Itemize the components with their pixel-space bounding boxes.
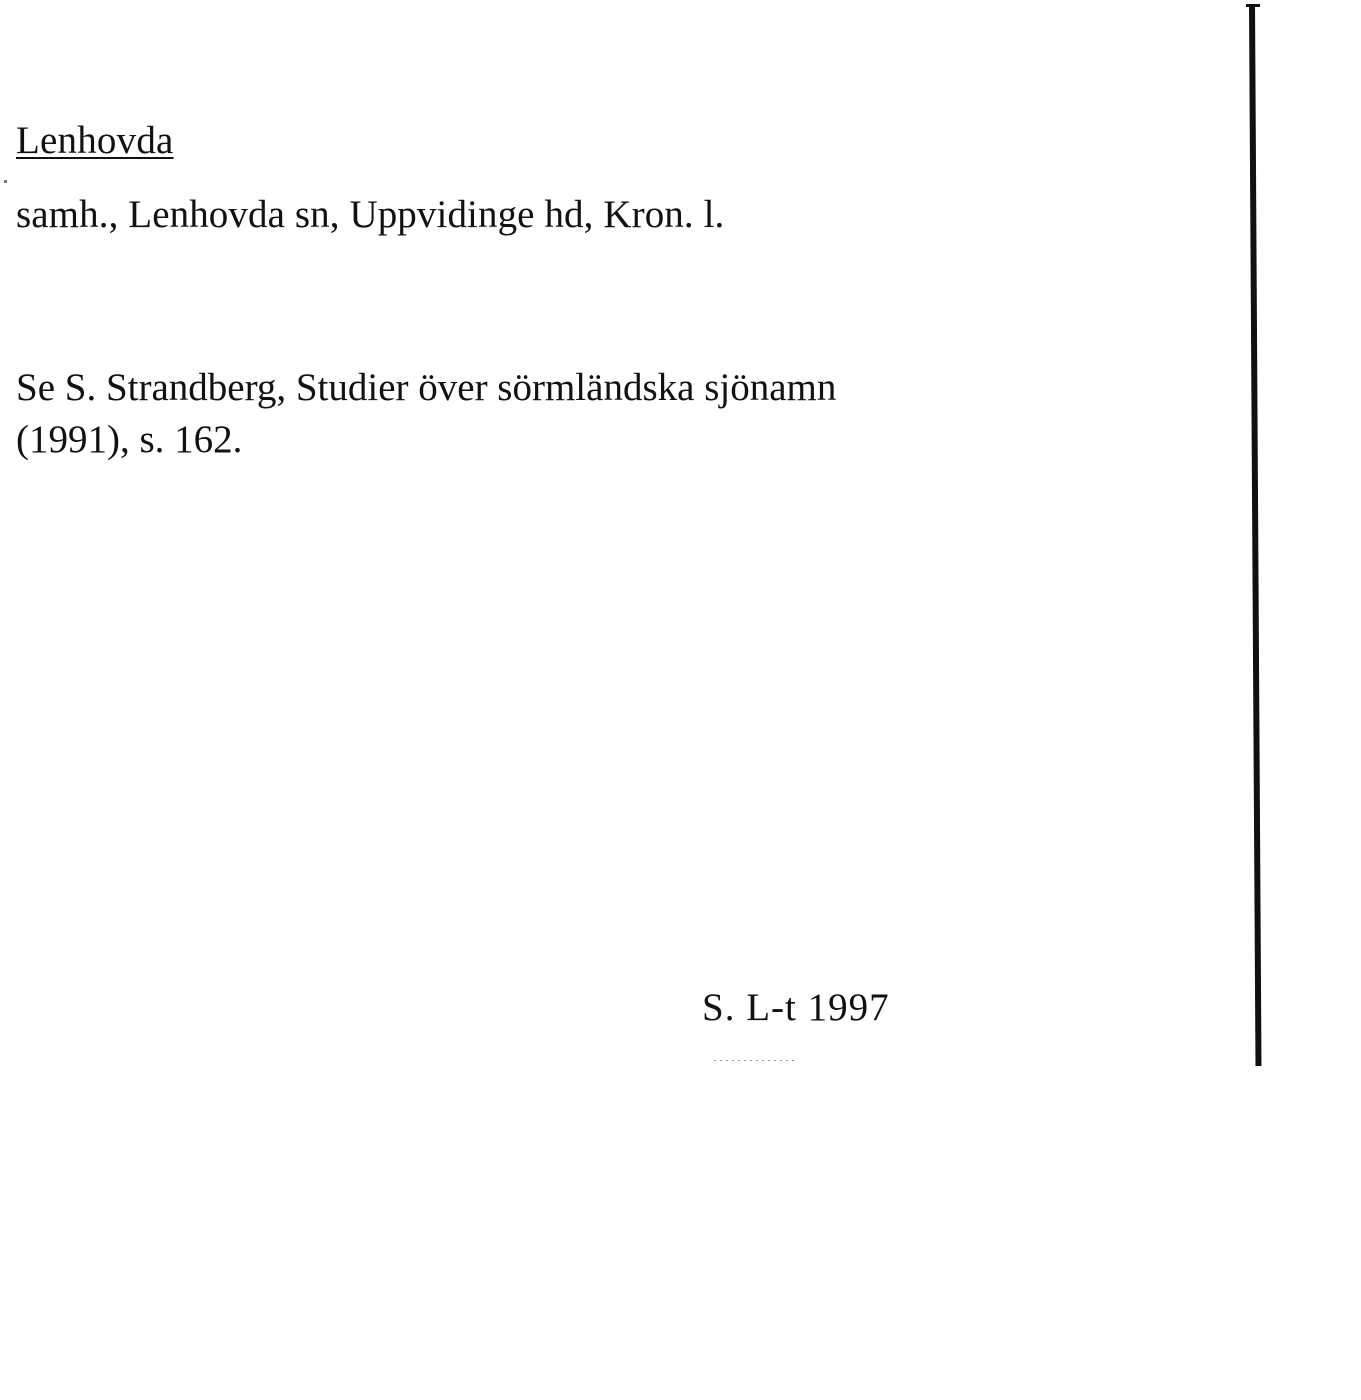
reference-block bbox=[16, 362, 836, 466]
card-right-edge-line bbox=[1249, 4, 1261, 1066]
locality-line: samh., Lenhovda sn, Uppvidinge hd, Kron. l. bbox=[16, 193, 725, 236]
reference-line-1: Se S. Strandberg, Studier över sörmländska sjönamn bbox=[16, 366, 837, 409]
author-signature: S. L-t 1997 bbox=[702, 986, 890, 1029]
scan-dotted-mark bbox=[714, 1060, 794, 1061]
headword: Lenhovda bbox=[16, 119, 174, 162]
scan-speck bbox=[4, 180, 7, 183]
reference-line-2: (1991), s. 162. bbox=[16, 418, 243, 461]
